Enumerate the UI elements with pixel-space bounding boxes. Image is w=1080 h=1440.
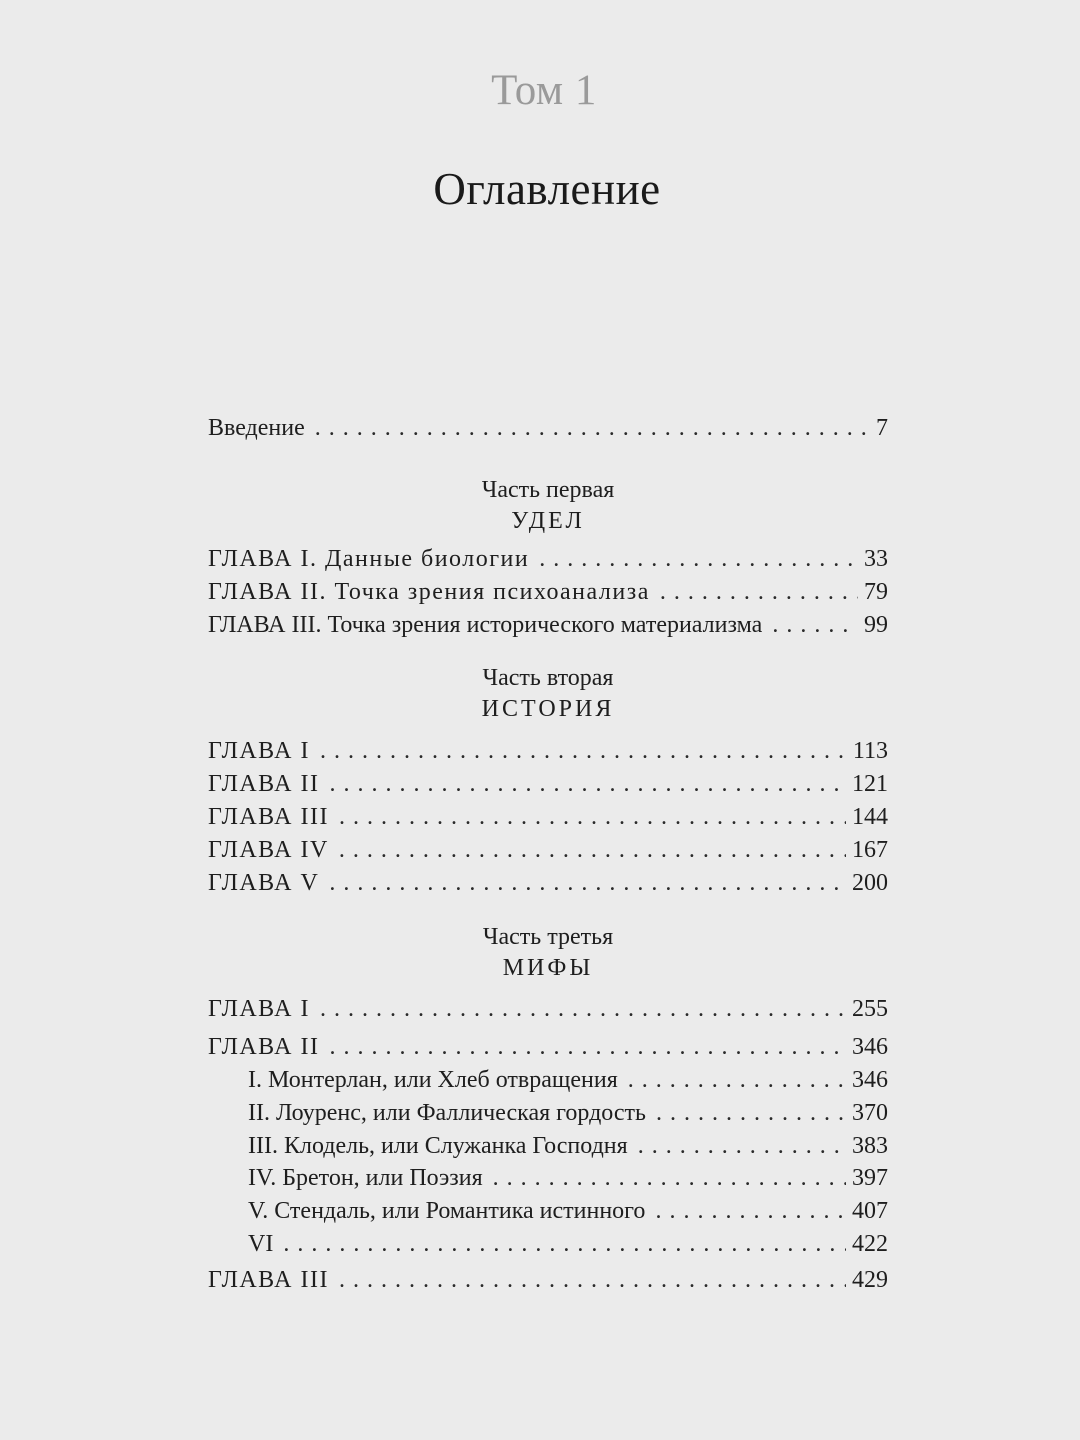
leader-dots xyxy=(656,1097,846,1130)
toc-entry[interactable] xyxy=(208,1031,888,1064)
toc-entry-page: 113 xyxy=(852,738,888,764)
volume-title: Том 1 xyxy=(491,67,597,114)
toc-entry[interactable] xyxy=(208,768,888,801)
part-label: Часть третья xyxy=(482,924,614,950)
toc-entry-page: 200 xyxy=(852,870,888,896)
toc-entry-page: 33 xyxy=(864,546,888,572)
leader-dots xyxy=(772,609,858,642)
toc-entry[interactable] xyxy=(208,735,888,768)
toc-entry[interactable] xyxy=(208,576,888,609)
leader-dots xyxy=(339,1264,846,1297)
toc-entry-intro[interactable] xyxy=(208,412,888,445)
part-label: Часть вторая xyxy=(482,665,614,691)
toc-entry-label: I. Монтерлан, или Хлеб отвращения xyxy=(248,1067,618,1093)
leader-dots xyxy=(329,867,846,900)
leader-dots xyxy=(315,412,870,445)
leader-dots xyxy=(320,735,847,768)
toc-entry-label: ГЛАВА I. Данные биологии xyxy=(208,546,530,572)
toc-entry-label: ГЛАВА I xyxy=(208,738,310,764)
toc-entry[interactable] xyxy=(208,867,888,900)
leader-dots xyxy=(330,768,847,801)
toc-entry-label: ГЛАВА II. Точка зрения психоанализа xyxy=(208,579,650,605)
toc-entry-page: 255 xyxy=(852,996,888,1022)
toc-entry-page: 407 xyxy=(852,1198,888,1224)
toc-subentry[interactable] xyxy=(248,1097,888,1130)
toc-entry-page: 99 xyxy=(864,612,888,638)
toc-entry-label: V. Стендаль, или Романтика истинного xyxy=(248,1198,646,1224)
leader-dots xyxy=(638,1130,846,1163)
toc-entry-label: VI xyxy=(248,1231,274,1257)
toc-entry[interactable] xyxy=(208,801,888,834)
toc-entry-page: 346 xyxy=(852,1034,888,1060)
toc-subentry[interactable] xyxy=(248,1195,888,1228)
leader-dots xyxy=(655,1195,846,1228)
toc-entry[interactable] xyxy=(208,543,888,576)
toc-entry[interactable] xyxy=(208,993,888,1026)
toc-entry-page: 167 xyxy=(852,837,888,863)
toc-entry-page: 144 xyxy=(852,804,888,830)
toc-subentry[interactable] xyxy=(248,1162,888,1195)
leader-dots xyxy=(539,543,858,576)
toc-entry-label: ГЛАВА III xyxy=(208,804,329,830)
toc-entry-page: 429 xyxy=(852,1267,888,1293)
part-title: УДЕЛ xyxy=(511,508,585,534)
toc-entry-label: Введение xyxy=(208,415,305,441)
toc-entry-page: 422 xyxy=(852,1231,888,1257)
leader-dots xyxy=(493,1162,846,1195)
leader-dots xyxy=(320,993,846,1026)
leader-dots xyxy=(283,1228,846,1261)
toc-entry-label: ГЛАВА I xyxy=(208,996,310,1022)
toc-entry-label: ГЛАВА II xyxy=(208,771,320,797)
toc-entry-page: 121 xyxy=(852,771,888,797)
toc-entry-label: ГЛАВА II xyxy=(208,1034,320,1060)
part-title: МИФЫ xyxy=(502,955,594,981)
page-title: Оглавление xyxy=(433,164,661,214)
toc-entry-page: 383 xyxy=(852,1133,888,1159)
toc-entry[interactable] xyxy=(208,609,888,642)
leader-dots xyxy=(339,834,846,867)
toc-subentry[interactable] xyxy=(248,1130,888,1163)
toc-entry-label: ГЛАВА III. Точка зрения исторического материализма xyxy=(208,612,763,638)
toc-entry-page: 397 xyxy=(852,1165,888,1191)
leader-dots xyxy=(660,576,858,609)
toc-subentry[interactable] xyxy=(248,1064,888,1097)
toc-entry-label: IV. Бретон, или Поэзия xyxy=(248,1165,483,1191)
part-label: Часть первая xyxy=(481,477,615,503)
leader-dots xyxy=(339,801,846,834)
toc-entry-page: 79 xyxy=(864,579,888,605)
leader-dots xyxy=(628,1064,846,1097)
toc-entry-label: ГЛАВА IV xyxy=(208,837,329,863)
toc-entry-page: 7 xyxy=(876,415,888,441)
toc-entry[interactable] xyxy=(208,834,888,867)
toc-entry-page: 346 xyxy=(852,1067,888,1093)
toc-entry-label: ГЛАВА III xyxy=(208,1267,329,1293)
toc-entry-label: III. Клодель, или Служанка Господня xyxy=(248,1133,628,1159)
toc-subentry[interactable] xyxy=(248,1228,888,1261)
part-title: ИСТОРИЯ xyxy=(481,696,615,722)
toc-entry-page: 370 xyxy=(852,1100,888,1126)
toc-entry-label: II. Лоуренс, или Фаллическая гордость xyxy=(248,1100,646,1126)
toc-entry[interactable] xyxy=(208,1264,888,1297)
leader-dots xyxy=(330,1031,847,1064)
toc-entry-label: ГЛАВА V xyxy=(208,870,320,896)
